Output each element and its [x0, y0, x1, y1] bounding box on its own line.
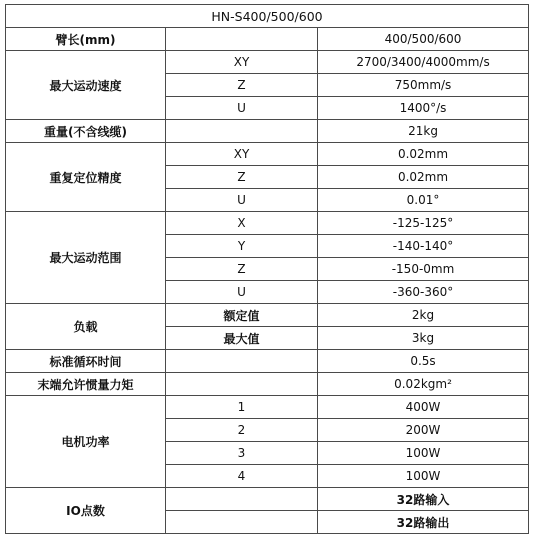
- motion-range-value: -150-0mm: [318, 258, 529, 281]
- motor-power-value: 400W: [318, 396, 529, 419]
- arm-length-label: 臂长(mm): [6, 28, 166, 51]
- table-row: [6, 488, 529, 511]
- motor-power-value: 100W: [318, 465, 529, 488]
- motion-range-label: 最大运动范围: [6, 212, 166, 304]
- weight-label: 重量(不含线缆): [6, 120, 166, 143]
- motion-range-value: -125-125°: [318, 212, 529, 235]
- motor-power-value: 200W: [318, 419, 529, 442]
- max-speed-axis: XY: [166, 51, 318, 74]
- payload-value: 2kg: [318, 304, 529, 327]
- spec-table: [5, 4, 529, 534]
- inertia-label: 末端允许惯量力矩: [6, 373, 166, 396]
- weight-value: 21kg: [318, 120, 529, 143]
- io-points-empty-cell: [166, 488, 318, 511]
- payload-label: 负载: [6, 304, 166, 350]
- max-speed-axis: U: [166, 97, 318, 120]
- max-speed-value: 1400°/s: [318, 97, 529, 120]
- payload-type: 额定值: [166, 304, 318, 327]
- io-points-value: 32路输入: [318, 488, 529, 511]
- max-speed-axis: Z: [166, 74, 318, 97]
- table-row: [6, 143, 529, 166]
- repeatability-axis: XY: [166, 143, 318, 166]
- table-row: [6, 350, 529, 373]
- table-row: [6, 373, 529, 396]
- motion-range-value: -360-360°: [318, 281, 529, 304]
- inertia-empty-cell: [166, 373, 318, 396]
- motor-power-value: 100W: [318, 442, 529, 465]
- table-row: [6, 396, 529, 419]
- motor-power-axis: 2: [166, 419, 318, 442]
- repeatability-label: 重复定位精度: [6, 143, 166, 212]
- io-points-empty-cell: [166, 511, 318, 534]
- arm-length-value: 400/500/600: [318, 28, 529, 51]
- motor-power-label: 电机功率: [6, 396, 166, 488]
- arm-length-empty-cell: [166, 28, 318, 51]
- motor-power-axis: 3: [166, 442, 318, 465]
- cycle-time-empty-cell: [166, 350, 318, 373]
- cycle-time-value: 0.5s: [318, 350, 529, 373]
- repeatability-value: 0.02mm: [318, 166, 529, 189]
- table-row: [6, 212, 529, 235]
- motor-power-axis: 4: [166, 465, 318, 488]
- repeatability-value: 0.01°: [318, 189, 529, 212]
- max-speed-value: 2700/3400/4000mm/s: [318, 51, 529, 74]
- cycle-time-label: 标准循环时间: [6, 350, 166, 373]
- motion-range-axis: Z: [166, 258, 318, 281]
- motion-range-axis: Y: [166, 235, 318, 258]
- repeatability-axis: Z: [166, 166, 318, 189]
- repeatability-value: 0.02mm: [318, 143, 529, 166]
- motion-range-value: -140-140°: [318, 235, 529, 258]
- title-row: [6, 5, 529, 28]
- table-row: [6, 51, 529, 74]
- max-speed-value: 750mm/s: [318, 74, 529, 97]
- table-title: HN-S400/500/600: [6, 5, 529, 28]
- io-points-label: IO点数: [6, 488, 166, 534]
- table-row: [6, 304, 529, 327]
- inertia-value: 0.02kgm²: [318, 373, 529, 396]
- io-points-value: 32路输出: [318, 511, 529, 534]
- table-row: [6, 120, 529, 143]
- motion-range-axis: X: [166, 212, 318, 235]
- repeatability-axis: U: [166, 189, 318, 212]
- weight-empty-cell: [166, 120, 318, 143]
- max-speed-label: 最大运动速度: [6, 51, 166, 120]
- motor-power-axis: 1: [166, 396, 318, 419]
- table-row: [6, 28, 529, 51]
- payload-type: 最大值: [166, 327, 318, 350]
- motion-range-axis: U: [166, 281, 318, 304]
- payload-value: 3kg: [318, 327, 529, 350]
